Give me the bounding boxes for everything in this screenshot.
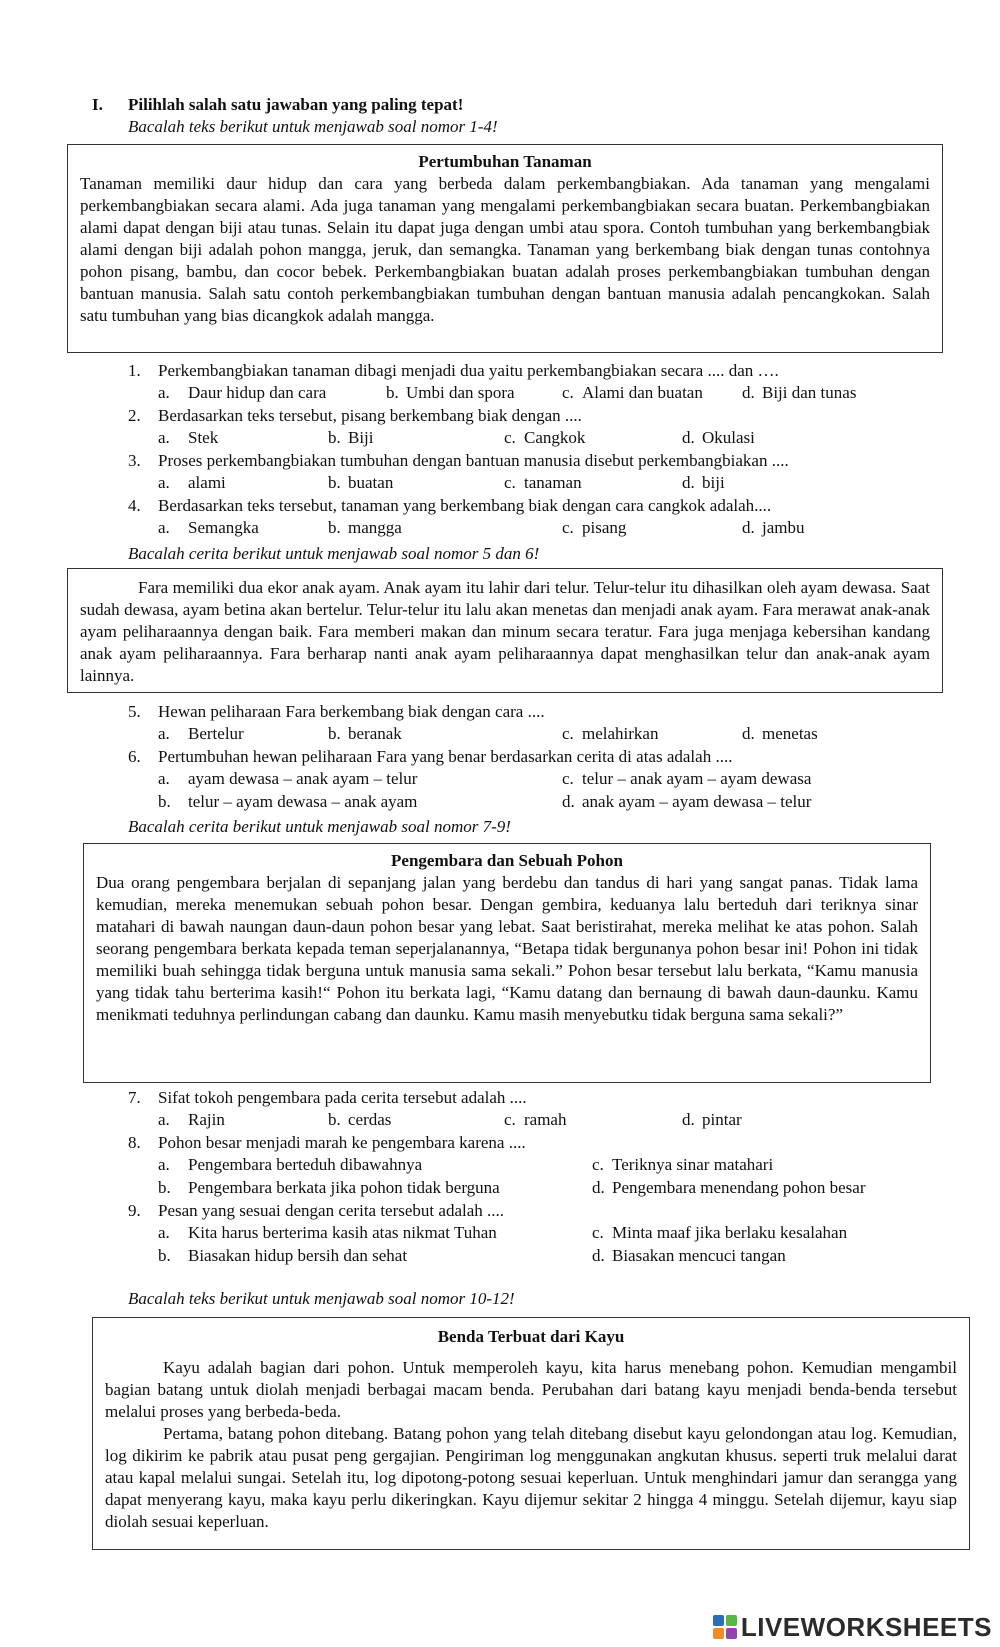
question-number: 6. (128, 747, 141, 766)
passage-box-4 (92, 1317, 970, 1550)
passage-box-1 (67, 144, 943, 353)
option-a[interactable]: a. ayam dewasa – anak ayam – telur (158, 769, 418, 788)
option-b[interactable]: b. Pengembara berkata jika pohon tidak berguna (158, 1178, 500, 1197)
passage-text: Fara memiliki dua ekor anak ayam. Anak ayam itu lahir dari telur. Telur-telur itu dihasilkan oleh ayam dewasa. Saat sudah dewasa, ayam betina akan bertelur. Telur-telur itu lalu akan menetas dan menjadi anak ayam. Fara merawat anak-anak ayam peliharaannya dengan baik. Fara memberi makan dan minum secara teratur. Fara juga menjaga kebersihan kandang anak ayam peliharaannya. Fara berharap nanti anak ayam peliharaannya dapat menghasilkan telur dan anak-anak ayam lainnya. (80, 578, 930, 685)
passage-paragraph-2: Pertama, batang pohon ditebang. Batang pohon yang telah ditebang disebut kayu gelondongan atau log. Kemudian, log dikirim ke pabrik atau pusat peng gergajian. Pengiriman log menggunakan angkutan khusus. seperti truk melalui darat atau kapal melalui sungai. Setelah itu, log dipotong-potong sesuai keperluan. Untuk menghindari jamur dan serangga yang dapat menyerang kayu, maka kayu perlu dikeringkan. Kayu dijemur sekitar 2 hingga 4 minggu. Setelah dijemur, kayu siap diolah sesuai keperluan. (105, 1424, 957, 1531)
question-number: 7. (128, 1088, 141, 1107)
liveworksheets-logo (713, 1612, 992, 1642)
option-d[interactable]: d. Biasakan mencuci tangan (592, 1246, 786, 1265)
passage-title: Pengembara dan Sebuah Pohon (391, 851, 623, 870)
option-d[interactable]: d. Biji dan tunas (742, 383, 857, 402)
option-b[interactable]: b. Umbi dan spora (386, 383, 515, 402)
option-d[interactable]: d. pintar (682, 1110, 742, 1129)
option-c[interactable]: c. Minta maaf jika berlaku kesalahan (592, 1223, 848, 1242)
option-b[interactable]: b. buatan (328, 473, 394, 492)
question-number: 9. (128, 1201, 141, 1220)
option-d[interactable]: d. jambu (742, 518, 805, 537)
passage-box-2 (67, 568, 943, 693)
question-text: Proses perkembangbiakan tumbuhan dengan bantuan manusia disebut perkembangbiakan .... (158, 451, 789, 470)
section-number: I. (92, 95, 103, 114)
instruction-4: Bacalah teks berikut untuk menjawab soal nomor 10-12! (128, 1289, 515, 1308)
question-text: Berdasarkan teks tersebut, pisang berkembang biak dengan .... (158, 406, 582, 425)
option-b[interactable]: b. cerdas (328, 1110, 392, 1129)
instruction-2: Bacalah cerita berikut untuk menjawab soal nomor 5 dan 6! (128, 544, 540, 563)
question-text: Pesan yang sesuai dengan cerita tersebut adalah .... (158, 1201, 505, 1220)
option-a[interactable]: a. Kita harus berterima kasih atas nikmat Tuhan (158, 1223, 497, 1242)
section-title: Pilihlah salah satu jawaban yang paling tepat! (128, 95, 464, 114)
option-d[interactable]: d. Okulasi (682, 428, 755, 447)
option-a[interactable]: a. Pengembara berteduh dibawahnya (158, 1155, 423, 1174)
instruction-3: Bacalah cerita berikut untuk menjawab soal nomor 7-9! (128, 817, 511, 836)
option-a[interactable]: a. alami (158, 473, 226, 492)
option-b[interactable]: b. beranak (328, 724, 402, 743)
option-c[interactable]: c. ramah (504, 1110, 567, 1129)
option-a[interactable]: a. Daur hidup dan cara (158, 383, 327, 402)
question-number: 8. (128, 1133, 141, 1152)
question-number: 5. (128, 702, 141, 721)
option-d[interactable]: d. Pengembara menendang pohon besar (592, 1178, 866, 1197)
passage-text: Tanaman memiliki daur hidup dan cara yang berbeda dalam perkembangbiakan. Ada tanaman yang mengalami perkembangbiakan secara alami. Ada juga tanaman yang mengalami perkembangbiakan secara buatan. Perkembangbiakan alami dapat dengan biji atau tunas. Selain itu dapat juga dengan umbi atau spora. Contoh tumbuhan yang berkembangbiak alami dengan biji adalah pohon mangga, jeruk, dan semangka. Tanaman yang berkembang biak dengan tunas contohnya pohon pisang, bambu, dan cocor bebek. Perkembangbiakan buatan adalah proses perkembangbiakan tumbuhan dengan bantuan manusia. Salah satu contoh perkembangbiakan tumbuhan dengan bantuan manusia adalah pencangkokan. Salah satu tumbuhan yang bias dicangkok adalah mangga. (80, 174, 930, 325)
question-text: Pohon besar menjadi marah ke pengembara karena .... (158, 1133, 526, 1152)
question-text: Hewan peliharaan Fara berkembang biak dengan cara .... (158, 702, 545, 721)
question-number: 1. (128, 361, 141, 380)
option-b[interactable]: b. Biji (328, 428, 374, 447)
option-c[interactable]: c. telur – anak ayam – ayam dewasa (562, 769, 812, 788)
option-d[interactable]: d. biji (682, 473, 725, 492)
question-number: 3. (128, 451, 141, 470)
option-a[interactable]: a. Rajin (158, 1110, 225, 1129)
logo-grid-icon (713, 1615, 737, 1639)
option-b[interactable]: b. mangga (328, 518, 402, 537)
passage-text: Dua orang pengembara berjalan di sepanjang jalan yang berdebu dan tandus di hari yang sangat panas. Tidak lama kemudian, mereka menemukan sebuah pohon besar. Dengan gembira, keduanya lalu berteduh dari teriknya sinar matahari di bawah naungan daun-daun pohon besar yang lebat. Saat beristirahat, mereka melihat ke atas pohon. Salah seorang pengembara berkata kepada teman seperjalanannya, “Betapa tidak bergunanya pohon besar ini! Pohon ini tidak memiliki buah sehingga tidak berguna untuk manusia sama sekali.” Pohon besar tersebut lalu berkata, “Kamu manusia yang tidak tahu berterima kasih!“ Pohon itu berkata lagi, “Kamu datang dan bernaung di bawah daun-daunku. Kamu menikmati teduhnya perlindungan cabang dan daunku. Kamu masih menyebutku tidak berguna sama sekali?” (96, 873, 918, 1024)
passage-paragraph-1: Kayu adalah bagian dari pohon. Untuk memperoleh kayu, kita harus menebang pohon. Kemudian mengambil bagian batang untuk diolah menjadi berbagai macam benda. Perubahan dari batang kayu menjadi benda-benda tersebut melalui proses yang berbeda-beda. (105, 1358, 957, 1421)
option-b[interactable]: b. telur – ayam dewasa – anak ayam (158, 792, 418, 811)
option-c[interactable]: c. Teriknya sinar matahari (592, 1155, 774, 1174)
option-d[interactable]: d. anak ayam – ayam dewasa – telur (562, 792, 812, 811)
section-heading (92, 94, 463, 116)
option-c[interactable]: c. tanaman (504, 473, 582, 492)
question-text: Sifat tokoh pengembara pada cerita tersebut adalah .... (158, 1088, 527, 1107)
option-c[interactable]: c. pisang (562, 518, 627, 537)
option-a[interactable]: a. Stek (158, 428, 219, 447)
question-text: Perkembangbiakan tanaman dibagi menjadi dua yaitu perkembangbiakan secara .... dan …. (158, 361, 779, 380)
question-text: Berdasarkan teks tersebut, tanaman yang berkembang biak dengan cara cangkok adalah.... (158, 496, 772, 515)
option-a[interactable]: a. Semangka (158, 518, 259, 537)
option-d[interactable]: d. menetas (742, 724, 818, 743)
option-c[interactable]: c. Cangkok (504, 428, 586, 447)
logo-text: LIVEWORKSHEETS (740, 1612, 992, 1642)
option-b[interactable]: b. Biasakan hidup bersih dan sehat (158, 1246, 408, 1265)
passage-box-3 (83, 843, 931, 1083)
question-number: 4. (128, 496, 141, 515)
instruction-1: Bacalah teks berikut untuk menjawab soal nomor 1-4! (128, 117, 498, 136)
option-a[interactable]: a. Bertelur (158, 724, 244, 743)
option-c[interactable]: c. Alami dan buatan (562, 383, 703, 402)
option-c[interactable]: c. melahirkan (562, 724, 659, 743)
passage-title: Pertumbuhan Tanaman (418, 152, 592, 171)
question-text: Pertumbuhan hewan peliharaan Fara yang benar berdasarkan cerita di atas adalah .... (158, 747, 733, 766)
passage-title: Benda Terbuat dari Kayu (437, 1327, 625, 1346)
question-number: 2. (128, 406, 141, 425)
